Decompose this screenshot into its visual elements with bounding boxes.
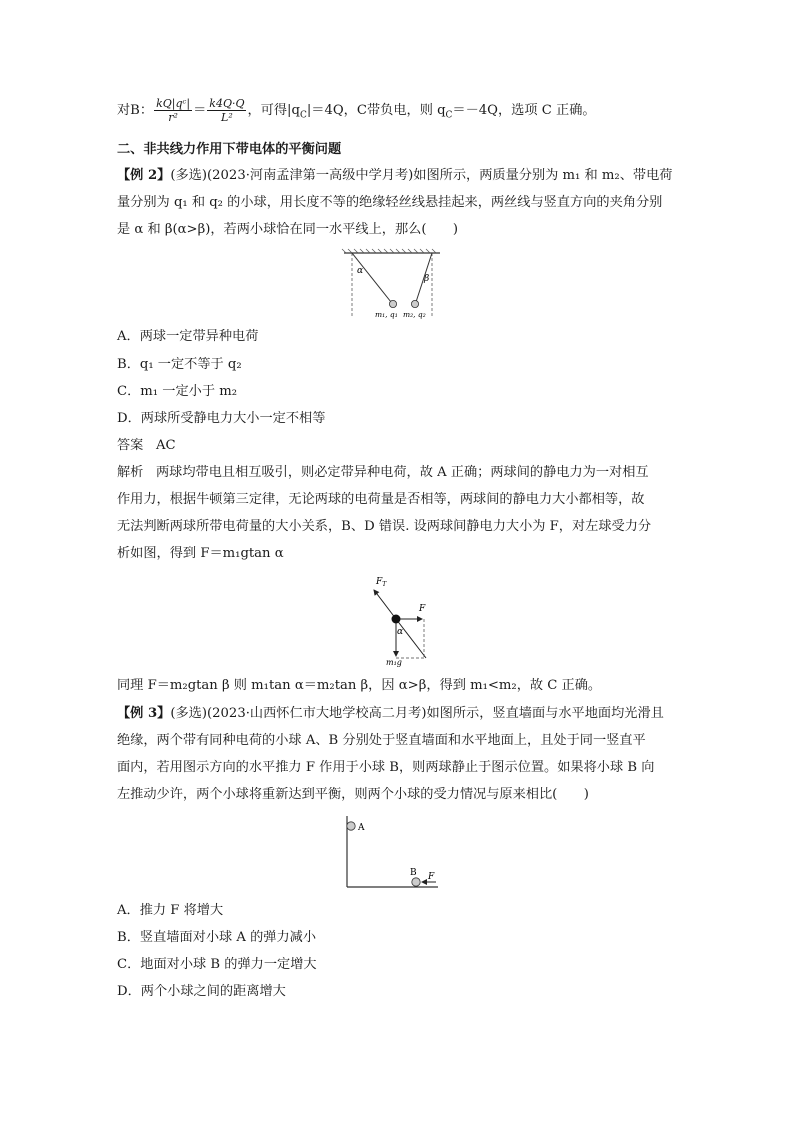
- formula-line: [117, 97, 724, 125]
- example-2-line-3: 是 α 和 β(α>β)，若两小球恰在同一水平线上，那么( ): [117, 222, 459, 237]
- explanation-line-2: 作用力，根据牛顿第三定律，无论两球的电荷量是否相等，两球间的静电力大小都相等，故: [117, 492, 645, 507]
- answer-value: AC: [155, 438, 176, 453]
- example-2-text-1: (多选)(2023·河南孟津第一高级中学月考)如图所示，两质量分别为 m₁ 和 m₂、带电荷: [170, 168, 673, 183]
- explanation-line-5: 同理 F＝m₂gtan β 则 m₁tan α＝m₂tan β，因 α>β，得到 m₁<m₂，故 C 正确。: [117, 678, 602, 693]
- example-2-option-a: A．两球一定带异种电荷: [117, 329, 259, 344]
- equals-sign: ＝: [193, 103, 207, 118]
- example-2-option-b: B．q₁ 一定不等于 q₂: [117, 357, 242, 372]
- example-2-tag: 【例 2】: [117, 168, 171, 183]
- push-force-label: F: [428, 872, 435, 882]
- answer-label: 答案: [117, 438, 144, 453]
- explanation-line-1: [117, 464, 724, 482]
- explanation-text-1: 两球均带电且相互吸引，则必定带异种电荷，故 A 正确；两球间的静电力为一对相互: [155, 465, 649, 480]
- formula-suffix-3: ＝－4Q，选项 C 正确。: [452, 103, 596, 118]
- ball-a-label: A: [358, 823, 365, 833]
- gravity-label: m₁g: [386, 658, 402, 667]
- angle-beta-label: β: [424, 274, 430, 284]
- example-2-line-2: 量分别为 q₁ 和 q₂ 的小球，用长度不等的绝缘轻丝线悬挂起来，两丝线与竖直方向的夹角分别: [117, 195, 663, 210]
- example-3-line-3: 面内，若用图示方向的水平推力 F 作用于小球 B，则两球静止于图示位置。如果将小球 B 向: [117, 760, 655, 775]
- fraction-2-numerator: k4Q·Q: [209, 97, 245, 110]
- ball-left-label: m₁, q₁: [375, 310, 398, 319]
- pendulum-figure: [340, 248, 446, 322]
- example-3-line-4: 左推动少许，两个小球将重新达到平衡，则两个小球的受力情况与原来相比( ): [117, 787, 589, 802]
- formula-suffix: ，可得|q: [247, 103, 300, 118]
- subscript-c: C: [299, 110, 307, 121]
- tension-label: $F_T$: [376, 577, 387, 588]
- angle-alpha-label: α: [357, 266, 364, 276]
- answer-line: [117, 437, 724, 455]
- ball-b-label: B: [410, 868, 417, 878]
- ball-dot: [392, 615, 401, 624]
- explanation-line-3: 无法判断两球所带电荷量的大小关系，B、D 错误. 设两球间静电力大小为 F，对左球受力分: [117, 519, 652, 534]
- example-3-option-b: B．竖直墙面对小球 A 的弹力减小: [117, 930, 317, 945]
- explanation-line-4: 析如图，得到 F＝m₁gtan α: [117, 546, 284, 561]
- formula-suffix-2: |＝4Q，C带负电，则 q: [306, 103, 446, 118]
- fraction-1-numerator: kQ|qᶜ|: [156, 97, 191, 110]
- ball-a: [347, 822, 355, 830]
- force-diagram: [368, 574, 438, 670]
- ball-right: [411, 300, 418, 307]
- fraction-1: [154, 97, 192, 124]
- ball-b: [412, 878, 420, 886]
- force-f-label: F: [419, 604, 426, 614]
- example-2-option-d: D．两球所受静电力大小一定不相等: [117, 411, 326, 426]
- section-heading-2: 二、非共线力作用下带电体的平衡问题: [117, 142, 342, 157]
- wall-floor-figure: [340, 814, 444, 890]
- example-2-line-1: [117, 167, 724, 185]
- formula-prefix: 对B：: [117, 103, 154, 118]
- fraction-1-denominator: r²: [168, 111, 178, 124]
- example-3-option-c: C．地面对小球 B 的弹力一定增大: [117, 957, 317, 972]
- ball-left: [389, 300, 396, 307]
- example-3-option-d: D．两个小球之间的距离增大: [117, 984, 286, 999]
- example-3-line-1: [117, 705, 724, 723]
- example-2-option-c: C．m₁ 一定小于 m₂: [117, 384, 237, 399]
- explanation-label: 解析: [117, 465, 144, 480]
- example-3-text-1: (多选)(2023·山西怀仁市大地学校高二月考)如图所示，竖直墙面与水平地面均光滑且: [170, 706, 664, 721]
- ball-right-label: m₂, q₂: [403, 310, 426, 319]
- subscript-c-2: C: [445, 110, 453, 121]
- example-3-tag: 【例 3】: [117, 706, 171, 721]
- example-3-option-a: A．推力 F 将增大: [117, 903, 224, 918]
- fraction-2: [207, 97, 246, 124]
- fraction-2-denominator: L²: [221, 111, 233, 124]
- angle-alpha-label-2: α: [397, 627, 404, 637]
- example-3-line-2: 绝缘，两个带有同种电荷的小球 A、B 分别处于竖直墙面和水平地面上，且处于同一竖直平: [117, 733, 646, 748]
